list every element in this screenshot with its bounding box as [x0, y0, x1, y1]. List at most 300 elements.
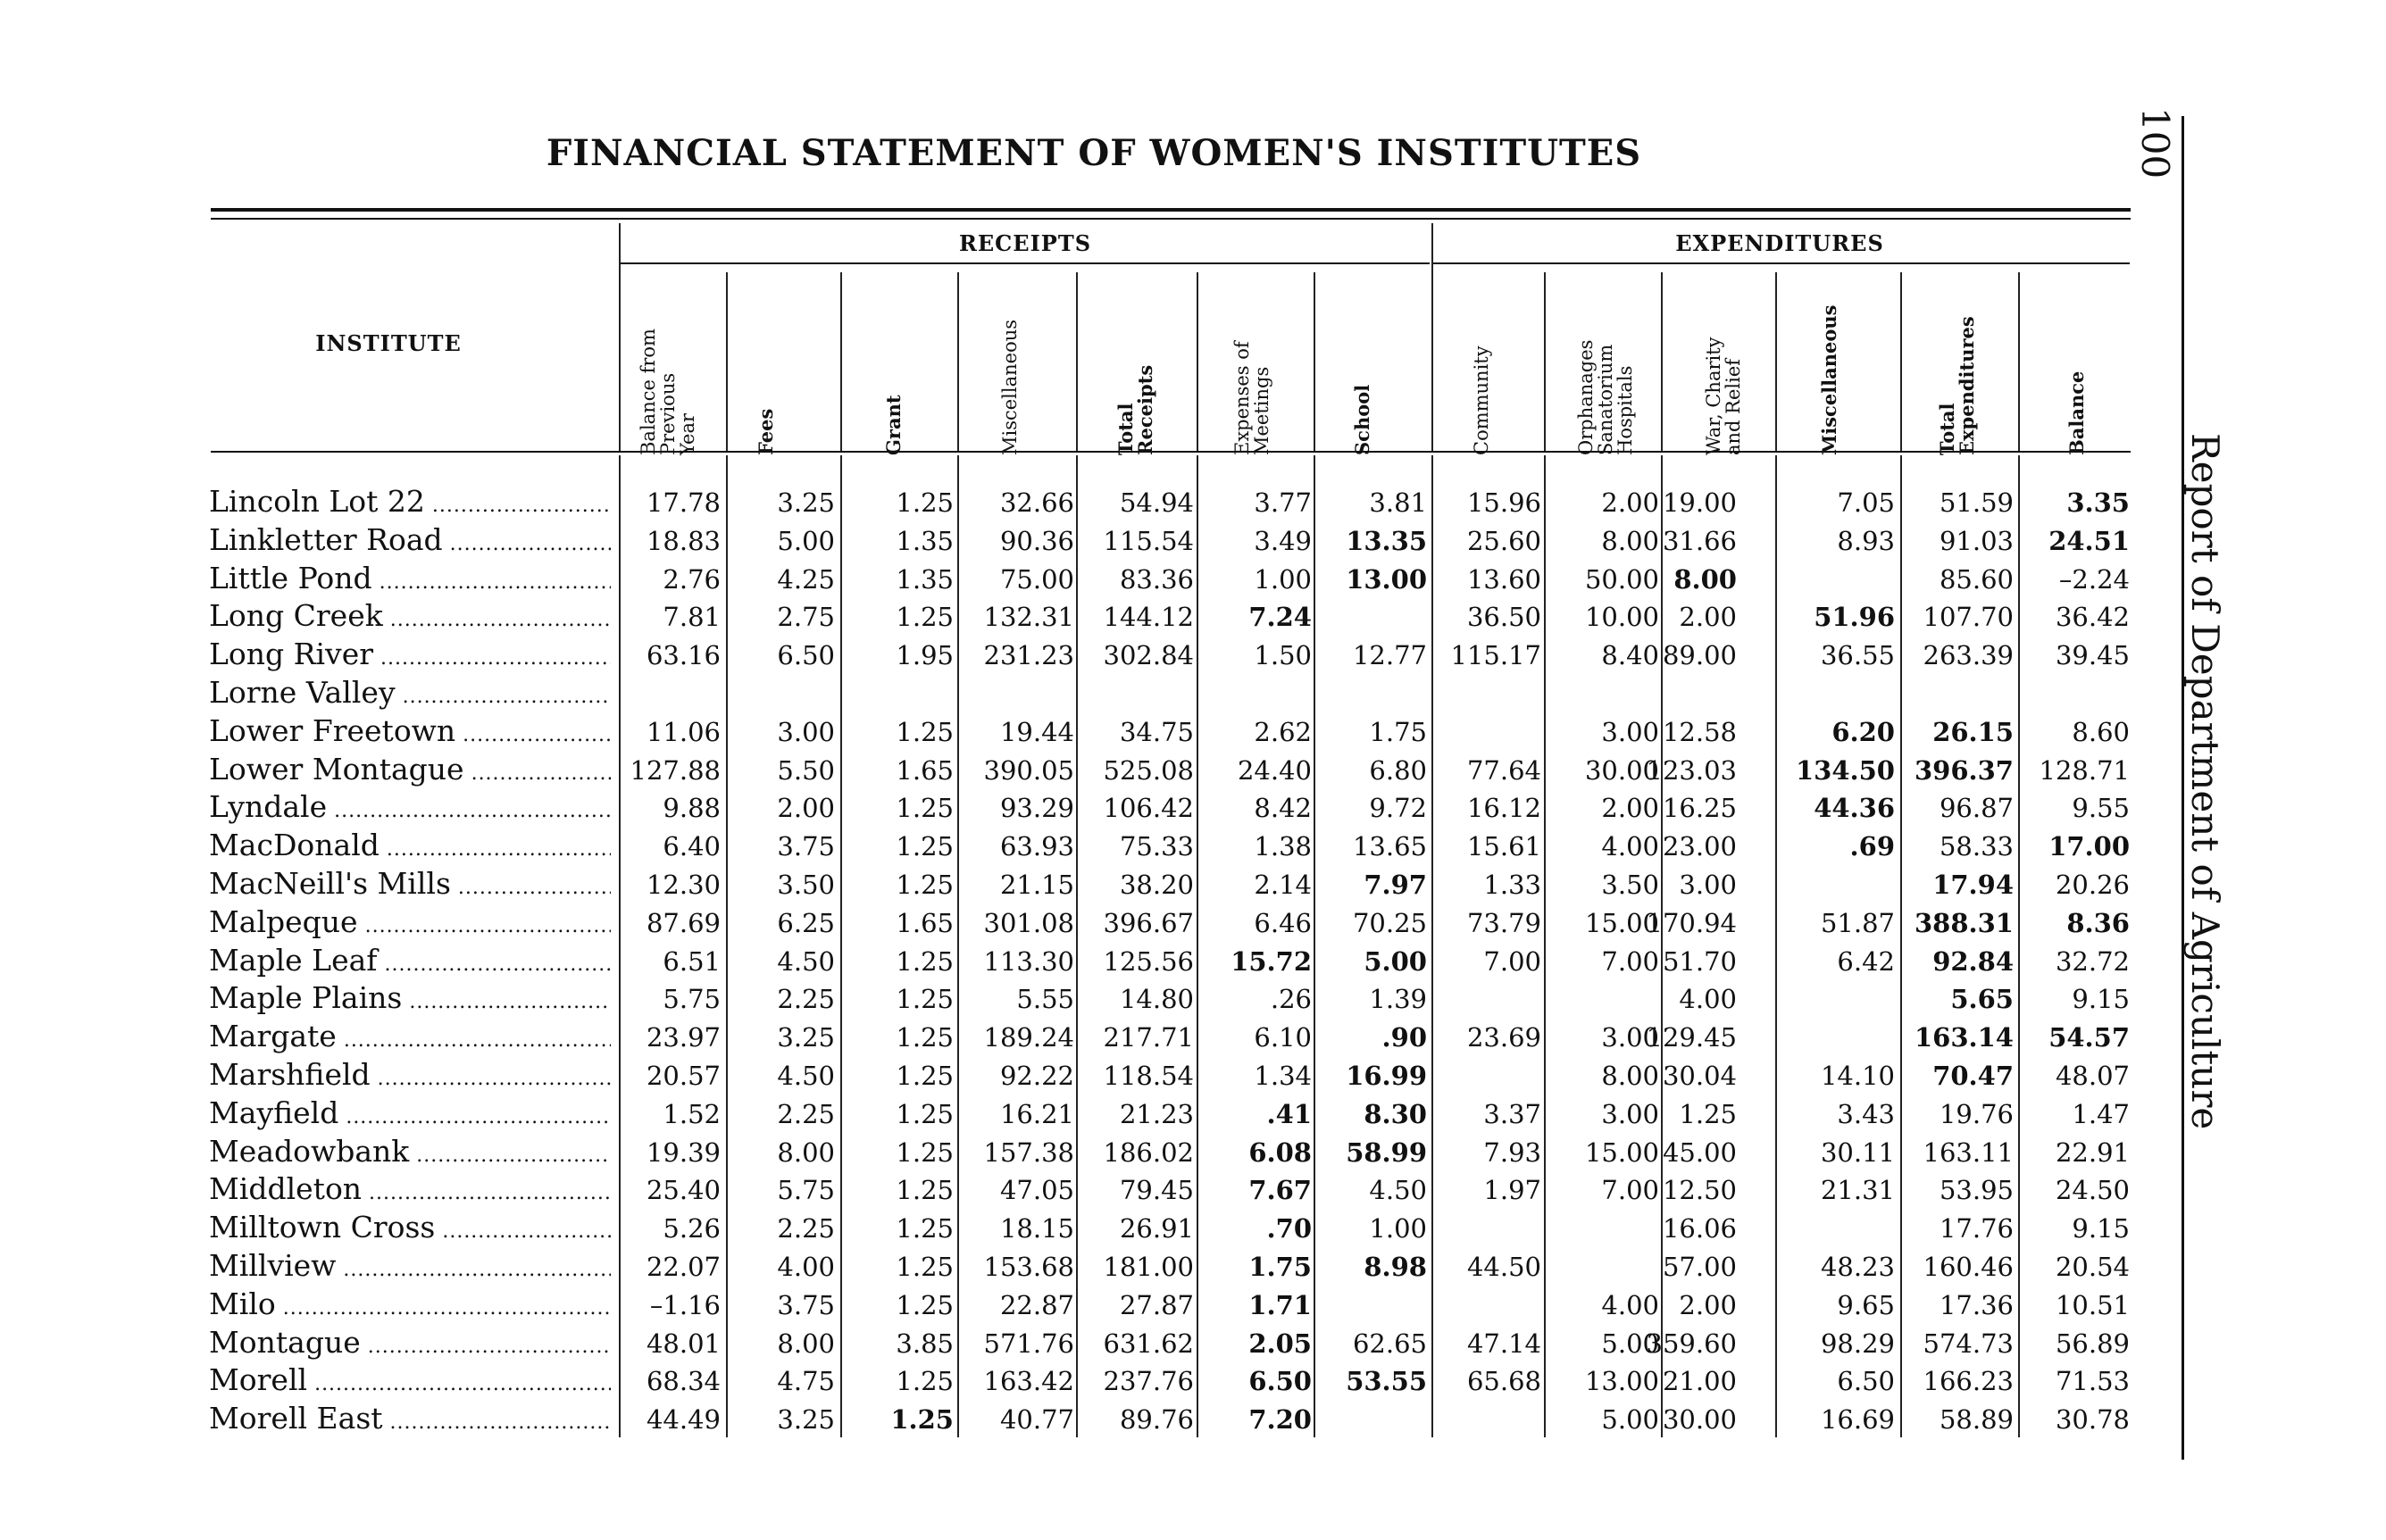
cell-fees: 3.75	[777, 1289, 835, 1320]
cell-balance-prev: 44.49	[646, 1404, 721, 1436]
cell-expenses-meetings: .70	[1266, 1213, 1312, 1244]
cell-community: 13.60	[1466, 563, 1541, 595]
cell-grant: 1.25	[896, 602, 954, 633]
cell-total-receipts: 14.80	[1119, 984, 1194, 1015]
cell-total-expend: 19.76	[1939, 1098, 2014, 1129]
cell-total-expend: 163.14	[1915, 1022, 2014, 1053]
cell-balance-prev: 5.75	[663, 984, 721, 1015]
cell-total-expend: 91.03	[1939, 525, 2014, 556]
cell-total-expend: 166.23	[1923, 1366, 2014, 1397]
table-row	[0, 978, 2179, 1017]
cell-war-charity: 12.50	[1662, 1175, 1737, 1206]
cell-misc-receipts: 157.38	[983, 1136, 1074, 1168]
cell-orphanages: 8.00	[1601, 525, 1659, 556]
cell-misc-receipts: 32.66	[999, 487, 1074, 518]
col-header-total-expend: Total Expenditures	[1936, 316, 1978, 455]
table-row	[0, 826, 2179, 864]
cell-fees: 3.50	[777, 870, 835, 900]
running-head: Report of Department of Agriculture	[2183, 433, 2227, 1130]
cell-expenses-meetings: 3.49	[1254, 525, 1312, 556]
col-header-misc-receipts: Miscellaneous	[999, 319, 1021, 455]
header-bottom-rule	[211, 451, 2131, 453]
cell-war-charity: 2.00	[1679, 602, 1737, 633]
cell-balance-prev: 11.06	[646, 716, 721, 747]
header-divider	[1076, 272, 1078, 451]
cell-balance: 128.71	[2039, 754, 2130, 786]
cell-misc-receipts: 22.87	[999, 1289, 1074, 1320]
cell-grant: 1.65	[896, 754, 954, 786]
cell-school: 62.65	[1352, 1328, 1427, 1359]
cell-war-charity: 8.00	[1673, 563, 1737, 595]
institute-name	[209, 826, 611, 869]
cell-fees: 8.00	[777, 1136, 835, 1168]
cell-war-charity: 16.25	[1662, 793, 1737, 824]
cell-misc-expend: 30.11	[1820, 1136, 1895, 1168]
cell-total-expend: 85.60	[1939, 563, 2014, 595]
cell-total-receipts: 54.94	[1119, 487, 1194, 518]
cell-fees: 6.50	[777, 640, 835, 671]
cell-grant: 1.35	[896, 563, 954, 595]
institute-name-text: Millview	[209, 1248, 337, 1283]
cell-community: 1.97	[1483, 1175, 1541, 1206]
cell-total-receipts: 21.23	[1119, 1098, 1194, 1129]
col-header-misc-expend: Miscellaneous	[1818, 304, 1840, 455]
cell-war-charity: 359.60	[1646, 1328, 1737, 1359]
cell-fees: 2.25	[777, 1213, 835, 1244]
cell-balance: 30.78	[2055, 1404, 2130, 1436]
header-divider	[1314, 272, 1315, 451]
page-title: FINANCIAL STATEMENT OF WOMEN'S INSTITUTES	[546, 132, 1642, 174]
header-divider	[1431, 223, 1433, 451]
cell-war-charity: 45.00	[1662, 1136, 1737, 1168]
cell-grant: 1.25	[896, 945, 954, 977]
institute-name-text: Milltown Cross	[209, 1210, 436, 1245]
cell-misc-expend: 14.10	[1820, 1061, 1895, 1091]
cell-community: 7.93	[1483, 1136, 1541, 1168]
cell-balance: 36.42	[2055, 602, 2130, 633]
header-divider	[1900, 272, 1902, 451]
cell-grant: 1.25	[896, 1022, 954, 1053]
cell-balance-prev: 5.26	[663, 1213, 721, 1244]
institute-name-text: Maple Leaf	[209, 942, 378, 978]
cell-orphanages: 3.00	[1601, 1098, 1659, 1129]
institute-name-text: Little Pond	[209, 560, 372, 595]
cell-orphanages: 3.00	[1601, 1022, 1659, 1053]
header-divider	[1544, 272, 1546, 451]
cell-war-charity: 89.00	[1662, 640, 1737, 671]
cell-total-expend: 263.39	[1923, 640, 2014, 671]
cell-grant: 1.25	[896, 1252, 954, 1282]
cell-war-charity: 170.94	[1646, 907, 1737, 938]
cell-fees: 2.00	[777, 793, 835, 824]
cell-orphanages: 50.00	[1584, 563, 1659, 595]
col-header-balance: Balance	[2065, 370, 2088, 455]
cell-balance: 32.72	[2055, 945, 2130, 977]
cell-total-receipts: 217.71	[1103, 1022, 1194, 1053]
cell-school: 13.65	[1352, 831, 1427, 862]
cell-community: 77.64	[1466, 754, 1541, 786]
cell-orphanages: 7.00	[1601, 1175, 1659, 1206]
cell-balance: 10.51	[2055, 1289, 2130, 1320]
cell-war-charity: 23.00	[1662, 831, 1737, 862]
cell-grant: 1.35	[896, 525, 954, 556]
cell-balance-prev: 68.34	[646, 1366, 721, 1397]
cell-misc-expend: 9.65	[1837, 1289, 1895, 1320]
cell-balance-prev: 7.81	[663, 602, 721, 633]
expenditures-underline	[1433, 262, 2130, 264]
table-row	[0, 596, 2179, 635]
cell-grant: 1.25	[896, 1213, 954, 1244]
cell-balance: 24.51	[2048, 525, 2130, 556]
cell-school: 8.30	[1364, 1098, 1427, 1129]
institute-name	[209, 864, 611, 907]
cell-grant: 1.25	[896, 831, 954, 862]
cell-community: 15.96	[1466, 487, 1541, 518]
institute-name-text: Linkletter Road	[209, 521, 443, 557]
cell-balance: 1.47	[2072, 1098, 2130, 1129]
cell-total-expend: 58.89	[1939, 1404, 2014, 1436]
cell-school: 5.00	[1364, 945, 1427, 977]
cell-grant: 1.25	[896, 1098, 954, 1129]
table-row	[0, 864, 2179, 903]
cell-expenses-meetings: 7.67	[1248, 1175, 1312, 1206]
institute-name	[209, 596, 611, 639]
institute-name	[209, 750, 611, 793]
cell-grant: 1.95	[896, 640, 954, 671]
institute-name	[209, 787, 611, 830]
cell-fees: 5.75	[777, 1175, 835, 1206]
cell-misc-receipts: 75.00	[999, 563, 1074, 595]
cell-orphanages: 8.00	[1601, 1061, 1659, 1091]
cell-total-expend: 92.84	[1932, 945, 2014, 977]
cell-balance-prev: 18.83	[646, 525, 721, 556]
cell-total-expend: 70.47	[1932, 1061, 2014, 1091]
table-row	[0, 750, 2179, 788]
cell-school: 58.99	[1346, 1136, 1427, 1168]
institute-name-text: Marshfield	[209, 1057, 371, 1092]
cell-balance-prev: 20.57	[646, 1061, 721, 1091]
table-row	[0, 787, 2179, 826]
cell-balance-prev: 23.97	[646, 1022, 721, 1053]
cell-community: 1.33	[1483, 870, 1541, 900]
cell-expenses-meetings: 6.50	[1248, 1366, 1312, 1397]
cell-total-receipts: 83.36	[1119, 563, 1194, 595]
institute-name	[209, 1323, 611, 1366]
cell-war-charity: 30.00	[1662, 1404, 1737, 1436]
cell-school: 13.00	[1346, 563, 1427, 595]
cell-balance-prev: 63.16	[646, 640, 721, 671]
cell-war-charity: 21.00	[1662, 1366, 1737, 1397]
institute-name-text: MacDonald	[209, 828, 380, 863]
cell-community: 36.50	[1466, 602, 1541, 633]
cell-misc-expend: 36.55	[1820, 640, 1895, 671]
cell-orphanages: 3.50	[1601, 870, 1659, 900]
cell-total-receipts: 118.54	[1103, 1061, 1194, 1091]
institute-name-text: Meadowbank	[209, 1133, 410, 1169]
cell-balance-prev: 48.01	[646, 1328, 721, 1359]
cell-grant: 1.25	[896, 1289, 954, 1320]
cell-balance-prev: 6.51	[663, 945, 721, 977]
table-row	[0, 1208, 2179, 1246]
cell-grant: 1.25	[896, 1175, 954, 1206]
institute-name	[209, 673, 611, 716]
cell-expenses-meetings: 6.46	[1254, 907, 1312, 938]
cell-expenses-meetings: 2.62	[1254, 716, 1312, 747]
cell-orphanages: 8.40	[1601, 640, 1659, 671]
table-row	[0, 482, 2179, 520]
cell-expenses-meetings: .41	[1266, 1098, 1312, 1129]
cell-total-expend: 5.65	[1950, 984, 2014, 1015]
table-row	[0, 941, 2179, 979]
receipts-underline	[619, 262, 1430, 264]
cell-total-receipts: 631.62	[1103, 1328, 1194, 1359]
cell-fees: 5.50	[777, 754, 835, 786]
col-header-total-receipts: Total Receipts	[1114, 364, 1156, 455]
institute-name	[209, 520, 611, 563]
cell-community: 15.61	[1466, 831, 1541, 862]
cell-misc-expend: 21.31	[1820, 1175, 1895, 1206]
cell-misc-expend: 6.20	[1831, 716, 1895, 747]
cell-total-receipts: 75.33	[1119, 831, 1194, 862]
institute-header: INSTITUTE	[315, 330, 462, 356]
top-rule-thick	[211, 208, 2131, 212]
institute-name	[209, 1208, 611, 1251]
cell-misc-expend: 44.36	[1814, 793, 1895, 824]
cell-total-expend: 26.15	[1932, 716, 2014, 747]
institute-name-text: Milo	[209, 1286, 276, 1321]
cell-balance-prev: 2.76	[663, 563, 721, 595]
cell-grant: 1.25	[896, 1366, 954, 1397]
cell-fees: 3.75	[777, 831, 835, 862]
cell-school: 1.75	[1369, 716, 1427, 747]
col-header-community: Community	[1471, 345, 1492, 455]
institute-name-text: Long Creek	[209, 598, 383, 634]
cell-war-charity: 4.00	[1679, 984, 1737, 1015]
cell-orphanages: 10.00	[1584, 602, 1659, 633]
cell-balance-prev: 9.88	[663, 793, 721, 824]
cell-orphanages: 7.00	[1601, 945, 1659, 977]
cell-total-receipts: 34.75	[1119, 716, 1194, 747]
table-row	[0, 559, 2179, 597]
page-number: 100	[2133, 107, 2177, 179]
header-divider	[1775, 272, 1777, 451]
cell-grant: 1.25	[896, 1061, 954, 1091]
institute-name	[209, 1361, 611, 1403]
cell-total-expend: 17.94	[1932, 870, 2014, 900]
cell-misc-expend: 51.96	[1814, 602, 1895, 633]
cell-misc-receipts: 93.29	[999, 793, 1074, 824]
institute-name-text: Morell East	[209, 1401, 383, 1436]
header-divider	[1197, 272, 1198, 451]
cell-misc-receipts: 301.08	[983, 907, 1074, 938]
cell-total-expend: 17.36	[1939, 1289, 2014, 1320]
cell-community: 115.17	[1450, 640, 1541, 671]
table-row	[0, 1323, 2179, 1361]
cell-misc-expend: 3.43	[1837, 1098, 1895, 1129]
cell-balance: 8.36	[2066, 907, 2130, 938]
cell-school: 12.77	[1352, 640, 1427, 671]
cell-total-receipts: 26.91	[1119, 1213, 1194, 1244]
cell-orphanages: 15.00	[1584, 1136, 1659, 1168]
receipts-header: RECEIPTS	[958, 230, 1092, 256]
cell-total-expend: 17.76	[1939, 1213, 2014, 1244]
cell-balance: 22.91	[2055, 1136, 2130, 1168]
cell-balance: 48.07	[2055, 1061, 2130, 1091]
institute-name-text: Middleton	[209, 1171, 363, 1207]
cell-total-receipts: 27.87	[1119, 1289, 1194, 1320]
cell-balance: –2.24	[2058, 563, 2130, 595]
cell-grant: 1.25	[896, 487, 954, 518]
institute-name-text: Lorne Valley	[209, 675, 396, 710]
cell-balance: 71.53	[2055, 1366, 2130, 1397]
cell-total-expend: 574.73	[1923, 1328, 2014, 1359]
table-row	[0, 1246, 2179, 1285]
cell-school: 9.72	[1369, 793, 1427, 824]
cell-community: 25.60	[1466, 525, 1541, 556]
cell-fees: 2.25	[777, 1098, 835, 1129]
cell-orphanages: 15.00	[1584, 907, 1659, 938]
institute-name	[209, 903, 611, 945]
cell-misc-receipts: 390.05	[983, 754, 1074, 786]
cell-expenses-meetings: 2.14	[1254, 870, 1312, 900]
table-row	[0, 1285, 2179, 1323]
cell-grant: 1.25	[896, 1136, 954, 1168]
cell-balance: 20.26	[2055, 870, 2130, 900]
cell-total-expend: 51.59	[1939, 487, 2014, 518]
cell-total-expend: 53.95	[1939, 1175, 2014, 1206]
institute-name-text: Lyndale	[209, 789, 328, 825]
cell-grant: 1.25	[890, 1404, 954, 1436]
table-row	[0, 1094, 2179, 1132]
cell-war-charity: 19.00	[1662, 487, 1737, 518]
cell-misc-expend: 6.50	[1837, 1366, 1895, 1397]
cell-misc-expend: 6.42	[1837, 945, 1895, 977]
cell-balance: 39.45	[2055, 640, 2130, 671]
cell-misc-expend: 51.87	[1820, 907, 1895, 938]
col-header-school: School	[1351, 384, 1373, 455]
cell-fees: 8.00	[777, 1328, 835, 1359]
cell-fees: 4.25	[777, 563, 835, 595]
cell-total-receipts: 89.76	[1119, 1404, 1194, 1436]
institute-name-text: MacNeill's Mills	[209, 866, 451, 901]
institute-name	[209, 978, 611, 1021]
cell-total-receipts: 115.54	[1103, 525, 1194, 556]
cell-community: 3.37	[1483, 1098, 1541, 1129]
cell-total-expend: 396.37	[1915, 754, 2014, 786]
cell-misc-receipts: 571.76	[983, 1328, 1074, 1359]
cell-orphanages: 4.00	[1601, 831, 1659, 862]
table-row	[0, 1055, 2179, 1094]
institute-name	[209, 1017, 611, 1060]
cell-balance: 9.55	[2072, 793, 2130, 824]
table-row	[0, 1017, 2179, 1055]
institute-name-text: Lower Montague	[209, 751, 464, 787]
cell-balance-prev: –1.16	[649, 1289, 721, 1320]
cell-misc-receipts: 90.36	[999, 525, 1074, 556]
col-header-balance-prev: Balance from Previous Year	[638, 329, 698, 455]
cell-misc-receipts: 163.42	[983, 1366, 1074, 1397]
cell-misc-receipts: 16.21	[999, 1098, 1074, 1129]
cell-school: 1.00	[1369, 1213, 1427, 1244]
cell-fees: 2.75	[777, 602, 835, 633]
cell-expenses-meetings: 8.42	[1254, 793, 1312, 824]
cell-school: 7.97	[1364, 870, 1427, 900]
cell-balance-prev: 17.78	[646, 487, 721, 518]
institute-name	[209, 635, 611, 678]
cell-community: 7.00	[1483, 945, 1541, 977]
institute-name-text: Lincoln Lot 22	[209, 484, 425, 519]
expenditures-header: EXPENDITURES	[1675, 230, 1884, 256]
cell-grant: 1.25	[896, 870, 954, 900]
cell-misc-receipts: 132.31	[983, 602, 1074, 633]
cell-war-charity: 31.66	[1662, 525, 1737, 556]
institute-name-text: Malpeque	[209, 903, 358, 939]
table-row	[0, 712, 2179, 750]
cell-total-receipts: 38.20	[1119, 870, 1194, 900]
cell-orphanages: 5.00	[1601, 1404, 1659, 1436]
cell-total-receipts: 79.45	[1119, 1175, 1194, 1206]
cell-expenses-meetings: 1.38	[1254, 831, 1312, 862]
cell-community: 44.50	[1466, 1252, 1541, 1282]
cell-expenses-meetings: 1.75	[1248, 1252, 1312, 1282]
cell-expenses-meetings: 6.08	[1248, 1136, 1312, 1168]
cell-orphanages: 2.00	[1601, 793, 1659, 824]
cell-war-charity: 51.70	[1662, 945, 1737, 977]
institute-name-text: Lower Freetown	[209, 712, 456, 748]
cell-school: 8.98	[1364, 1252, 1427, 1282]
table-row	[0, 1132, 2179, 1170]
cell-school: 6.80	[1369, 754, 1427, 786]
cell-expenses-meetings: 7.24	[1248, 602, 1312, 633]
cell-school: 16.99	[1346, 1061, 1427, 1091]
institute-name	[209, 559, 611, 602]
cell-expenses-meetings: 15.72	[1231, 945, 1312, 977]
institute-name	[209, 1399, 611, 1442]
institute-name	[209, 1170, 611, 1212]
cell-fees: 4.00	[777, 1252, 835, 1282]
table-row	[0, 903, 2179, 941]
cell-grant: 1.25	[896, 793, 954, 824]
cell-balance-prev: 1.52	[663, 1098, 721, 1129]
cell-fees: 3.25	[777, 1022, 835, 1053]
cell-expenses-meetings: 2.05	[1248, 1328, 1312, 1359]
cell-total-expend: 58.33	[1939, 831, 2014, 862]
cell-expenses-meetings: 7.20	[1248, 1404, 1312, 1436]
cell-balance-prev: 6.40	[663, 831, 721, 862]
cell-expenses-meetings: .26	[1270, 984, 1312, 1015]
cell-war-charity: 12.58	[1662, 716, 1737, 747]
cell-orphanages: 30.00	[1584, 754, 1659, 786]
header-divider	[2018, 272, 2020, 451]
cell-war-charity: 57.00	[1662, 1252, 1737, 1282]
col-header-war-charity: War, Charity and Relief	[1703, 337, 1744, 455]
cell-fees: 4.50	[777, 945, 835, 977]
cell-misc-receipts: 189.24	[983, 1022, 1074, 1053]
cell-misc-receipts: 63.93	[999, 831, 1074, 862]
cell-misc-expend: 8.93	[1837, 525, 1895, 556]
cell-community: 47.14	[1466, 1328, 1541, 1359]
cell-orphanages: 2.00	[1601, 487, 1659, 518]
cell-total-expend: 96.87	[1939, 793, 2014, 824]
cell-grant: 1.25	[896, 716, 954, 747]
cell-fees: 3.00	[777, 716, 835, 747]
institute-name	[209, 712, 611, 754]
cell-orphanages: 3.00	[1601, 716, 1659, 747]
institute-name	[209, 1285, 611, 1328]
cell-balance-prev: 25.40	[646, 1175, 721, 1206]
cell-expenses-meetings: 1.34	[1254, 1061, 1312, 1091]
cell-war-charity: 2.00	[1679, 1289, 1737, 1320]
